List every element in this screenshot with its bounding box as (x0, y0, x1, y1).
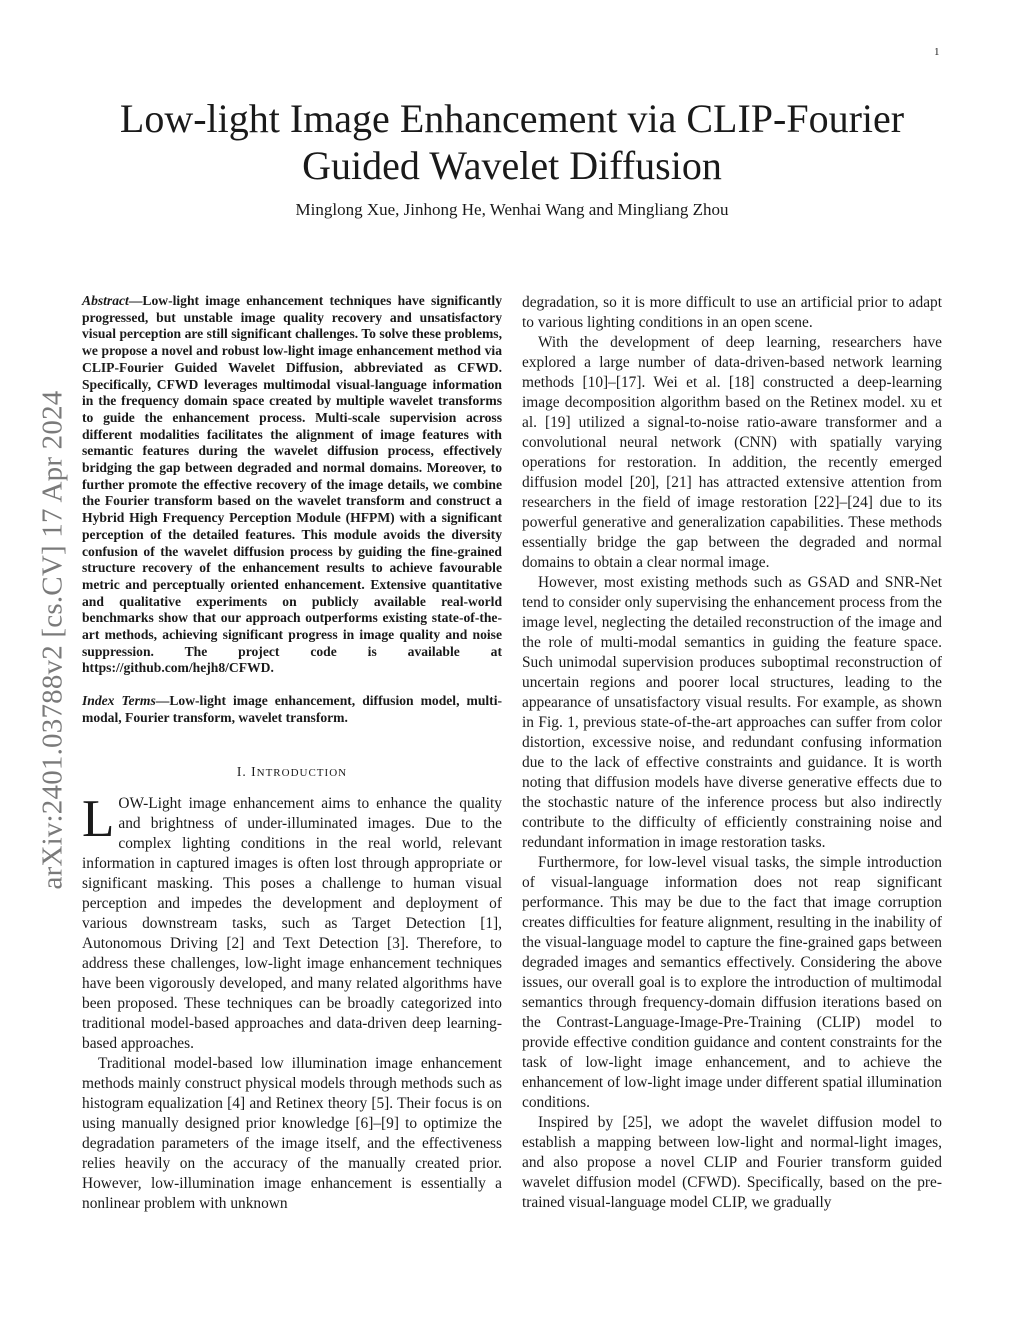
index-terms (82, 693, 502, 726)
right-column (522, 293, 942, 1213)
drop-cap: L (82, 789, 115, 848)
right-paragraph-0: degradation, so it is more difficult to use an artificial prior to adapt to various lighting conditions in an open scene. (522, 294, 942, 331)
intro-paragraph-1-text: OW-Light image enhancement aims to enhance the quality and brightness of under-illuminated images. Due to the complex lighting conditions in the real world, relevant information in captured images is often lost through appropriate or significant masking. This poses a challenge to human visual perception and impedes the development and deployment of various downstream tasks, such as Target Detection [1], Autonomous Driving [2] and Text Detection [3]. Therefore, to address these challenges, low-light image enhancement techniques have been vigorously developed, and many related algorithms have been proposed. These techniques can be broadly categorized into traditional model-based approaches and data-driven deep learning-based approaches. (82, 794, 502, 1052)
author-list: Minglong Xue, Jinhong He, Wenhai Wang and Mingliang Zhou (295, 200, 729, 219)
arxiv-identifier: arXiv:2401.03788v2 [cs.CV] 17 Apr 2024 (36, 390, 69, 890)
right-paragraph-2: However, most existing methods such as GSAD and SNR-Net tend to consider only supervising the enhancement process from the image level, neglecting the detailed reconstruction of the image and the role of multi-modal semantics in guiding the feature space. Such unimodal supervision produces suboptimal reconstruction of uncertain regions and poorer local structures, leading to the appearance of unsatisfactory visual results. For example, as shown in Fig. 1, previous state-of-the-art approaches can suffer from color distortion, excessive noise, and redundant confusing information due to the lack of effective constraints and guidance. It is worth noting that diffusion models have diverse generative effects due to the stochastic nature of the inference process but also indirectly contribute to the difficulty of efficiently constraining noise and redundant information in image restoration tasks. (522, 574, 942, 851)
arxiv-sidebar (38, 330, 68, 950)
section-initial: I (251, 763, 257, 779)
intro-paragraph-2: Traditional model-based low illumination image enhancement methods mainly construct physical models through methods such as histogram equalization [4] and Retinex theory [5]. Their focus is on using manually designed prior knowledge [6]–[9] to optimize the degradation parameters of the image itself, and the effectiveness relies heavily on the accuracy of the manually created prior. However, low-illumination image enhancement is essentially a nonlinear problem with unknown (82, 1054, 502, 1212)
right-paragraph-3: Furthermore, for low-level visual tasks, the simple introduction of visual-language information does not reap significant performance. This may be due to the fact that image corruption creates difficulties for feature alignment, resulting in the inability of the visual-language model to capture the fine-grained gaps between degraded images and semantics effectively. Considering the above issues, our overall goal is to explore the introduction of multimodal semantics through frequency-domain diffusion iterations based on the Contrast-Language-Image-Pre-Training (CLIP) model to provide effective condition guidance and content constraints for the task of low-light image enhancement, and to achieve the enhancement of low-light image under different spatial illumination conditions. (522, 854, 942, 1111)
index-terms-lead: Index Terms (82, 693, 156, 709)
page-number: 1 (934, 46, 940, 58)
intro-paragraph-1 (82, 789, 502, 1054)
section-heading (82, 764, 502, 780)
section-title-rest: NTRODUCTION (256, 766, 348, 779)
right-paragraph-4: Inspired by [25], we adopt the wavelet diffusion model to establish a mapping between low-light and normal-light images, and also propose a novel CLIP and Fourier transform guided wavelet diffusion model (CFWD). Specifically, based on the pre-trained visual-language model CLIP, we gradually (522, 1114, 942, 1211)
section-numeral: I. (236, 763, 252, 779)
right-paragraph-1: With the development of deep learning, researchers have explored a large number of data-driven-based network learning methods [10]–[17]. Wei et al. [18] constructed a deep-learning image decomposition algorithm based on the Retinex model. xu et al. [19] utilized a signal-to-noise ratio-aware transformer and a convolutional neural network (CNN) with spatially varying operations for restoration. In addition, the recently emerged diffusion model [20], [21] has attracted extensive attention from researchers in the field of image restoration [22]–[24] due to its powerful generative and generalization capabilities. These methods essentially bridge the gap between the degraded and normal domains to obtain a clear normal image. (522, 334, 942, 571)
abstract (82, 293, 502, 677)
left-column (82, 293, 502, 1214)
index-terms-text: —Low-light image enhancement, diffusion model, multi-modal, Fourier transform, wavelet transform. (82, 693, 502, 725)
abstract-text: —Low-light image enhancement techniques have significantly progressed, but unstable image quality recovery and unsatisfactory visual perception are still significant challenges. To solve these problems, we propose a novel and robust low-light image enhancement method via CLIP-Fourier Guided Wavelet Diffusion, abbreviated as CFWD. Specifically, CFWD leverages multimodal visual-language information in the frequency domain space created by multiple wavelet transforms to guide the enhancement process. Multi-scale supervision across different modalities facilitates the alignment of image features with semantic features during the wavelet diffusion process, effectively bridging the gap between degraded and normal domains. Moreover, to further promote the effective recovery of the image details, we combine the Fourier transform based on the wavelet transform and construct a Hybrid High Frequency Perception Module (HFPM) with a significant perception of the detailed features. This module avoids the diversity confusion of the wavelet diffusion process by guiding the fine-grained structure recovery of the enhancement results to achieve favourable metric and perceptually oriented enhancement. Extensive quantitative and qualitative experiments on publicly available real-world benchmarks show that our approach outperforms existing state-of-the-art methods, achieving significant progress in image quality and noise suppression. The project code is available at https://github.com/hejh8/CFWD. (82, 293, 502, 676)
paper-title: Low-light Image Enhancement via CLIP-Fourier Guided Wavelet Diffusion (119, 96, 905, 188)
abstract-lead: Abstract (82, 293, 129, 308)
